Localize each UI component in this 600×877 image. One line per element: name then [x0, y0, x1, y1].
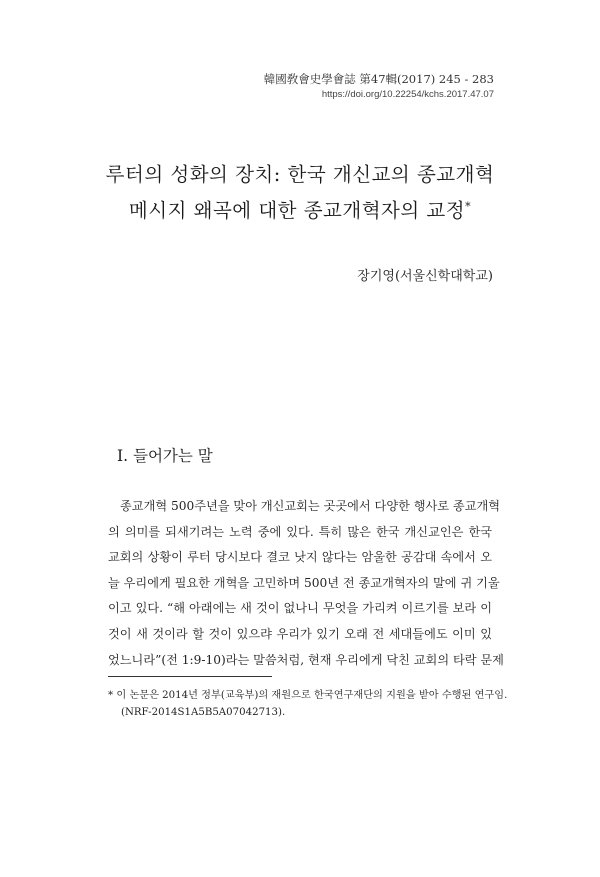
paper-title	[0, 157, 600, 229]
title-line-2	[0, 193, 600, 229]
body-line: 늘 우리에게 필요한 개혁을 고민하며 500년 전 종교개혁자의 말에 귀 기울	[108, 575, 500, 590]
title-footnote-mark[interactable]: *	[465, 200, 472, 213]
footnote	[108, 687, 508, 721]
footnote-line-2: (NRF-2014S1A5B5A07042713).	[121, 707, 286, 718]
journal-header	[264, 72, 494, 102]
body-line: 의 의미를 되새기려는 노력 중에 있다. 특히 많은 한국 개신교인은 한국	[108, 524, 492, 539]
footnote-line-1: * 이 논문은 2014년 정부(교육부)의 재원으로 한국연구재단의 지원을 받아 수행된 연구임.	[108, 690, 508, 701]
body-line: 것이 새 것이라 할 것이 있으랴 우리가 있기 오래 전 세대들에도 이미 있	[108, 626, 492, 641]
title-line-1: 루터의 성화의 장치: 한국 개신교의 종교개혁	[105, 163, 495, 186]
footnote-divider	[108, 676, 272, 677]
journal-citation: 韓國敎會史學會誌 第47輯(2017) 245 - 283	[263, 72, 494, 86]
title-line-2-text: 메시지 왜곡에 대한 종교개혁자의 교정	[128, 199, 466, 222]
author-affiliation: 장기영(서울신학대학교)	[357, 269, 493, 284]
body-paragraph	[108, 494, 504, 673]
body-line: 종교개혁 500주년을 맞아 개신교회는 곳곳에서 다양한 행사로 종교개혁	[120, 499, 501, 513]
body-line: 었느니라”(전 1:9-10)라는 말씀처럼, 현재 우리에게 닥친 교회의 타락 문제	[108, 652, 504, 667]
body-line: 이고 있다. “해 아래에는 새 것이 없나니 무엇을 가리켜 이르기를 보라 이	[108, 601, 492, 616]
journal-doi[interactable]: https://doi.org/10.22254/kchs.2017.47.07	[321, 89, 494, 100]
section-heading: I. 들어가는 말	[117, 447, 213, 465]
body-line: 교회의 상황이 루터 당시보다 결코 낫지 않다는 암울한 공감대 속에서 오	[108, 550, 492, 565]
